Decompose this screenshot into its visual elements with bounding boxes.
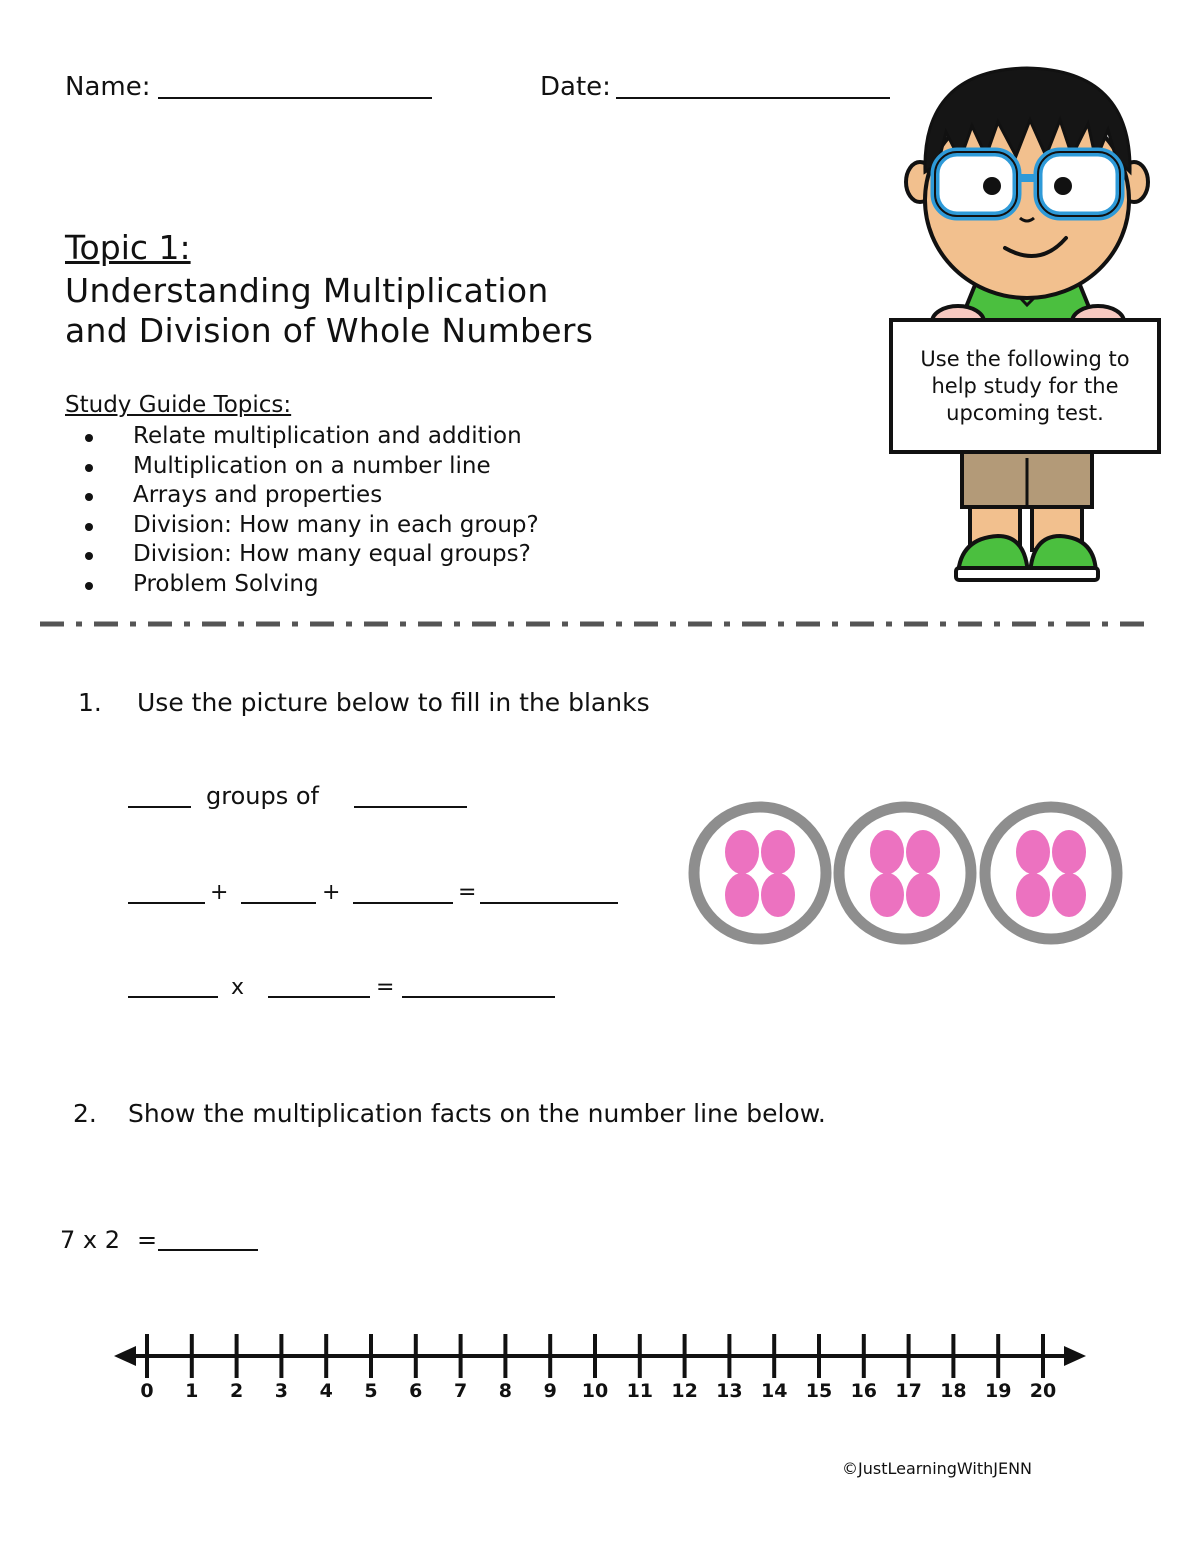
addend-2-blank[interactable]: [241, 902, 316, 904]
question-2-number: 2.: [73, 1099, 97, 1128]
list-item: Division: How many equal groups?: [85, 540, 539, 570]
dot-icon: [1016, 873, 1050, 917]
dot-icon: [870, 830, 904, 874]
number-line-label: 8: [498, 1380, 513, 1402]
addend-3-blank[interactable]: [353, 902, 453, 904]
factor-2-blank[interactable]: [268, 996, 370, 998]
number-line: [110, 1320, 1090, 1410]
date-label: Date:: [540, 72, 611, 102]
factor-1-blank[interactable]: [128, 996, 218, 998]
number-line-label: 7: [453, 1380, 468, 1402]
dot-icon: [1016, 830, 1050, 874]
left-arrow-icon: [114, 1346, 136, 1366]
number-line-label: 17: [895, 1380, 922, 1402]
equals-sign: =: [458, 880, 477, 905]
sum-blank[interactable]: [480, 902, 618, 904]
dot-icon: [870, 873, 904, 917]
groups-of-label: groups of: [206, 782, 319, 810]
question-1-text: Use the picture below to fill in the blanks: [137, 688, 650, 717]
section-divider: [40, 618, 1150, 630]
question-2-text: Show the multiplication facts on the number line below.: [128, 1099, 826, 1128]
number-line-label: 13: [716, 1380, 743, 1402]
number-line-label: 19: [984, 1380, 1012, 1402]
dot-icon: [906, 830, 940, 874]
groups-count-blank[interactable]: [128, 806, 191, 808]
group-size-blank[interactable]: [354, 806, 467, 808]
dot-icon: [725, 873, 759, 917]
copyright-text: ©JustLearningWithJENN: [842, 1459, 1033, 1478]
number-line-label: 11: [626, 1380, 654, 1402]
equals-sign: =: [137, 1226, 158, 1254]
study-guide-list: [85, 422, 539, 599]
addend-1-blank[interactable]: [128, 902, 205, 904]
number-line-label: 1: [185, 1380, 199, 1402]
number-line-label: 2: [229, 1380, 244, 1402]
list-item: Relate multiplication and addition: [85, 422, 539, 452]
number-line-label: 5: [364, 1380, 378, 1402]
number-line-label: 10: [581, 1380, 609, 1402]
topic-heading: Topic 1:: [65, 228, 191, 267]
group-circle: [839, 807, 971, 939]
dot-icon: [1052, 873, 1086, 917]
dot-icon: [725, 830, 759, 874]
number-line-label: 12: [671, 1380, 698, 1402]
number-line-label: 15: [805, 1380, 833, 1402]
study-sign: [889, 318, 1161, 454]
equation-7x2: 7 x 2: [60, 1226, 120, 1254]
name-field[interactable]: [158, 97, 432, 99]
study-guide-label: Study Guide Topics:: [65, 392, 292, 418]
product-blank[interactable]: [402, 996, 555, 998]
number-line-label: 18: [940, 1380, 967, 1402]
times-sign: x: [231, 975, 245, 1000]
dot-icon: [906, 873, 940, 917]
dot-icon: [1052, 830, 1086, 874]
sign-text: Use the following to help study for the upcoming test.: [920, 346, 1130, 425]
list-item: Division: How many in each group?: [85, 511, 539, 541]
plus-sign: +: [322, 880, 341, 905]
dot-icon: [761, 873, 795, 917]
date-field[interactable]: [616, 97, 890, 99]
number-line-label: 9: [543, 1380, 557, 1402]
dot-icon: [761, 830, 795, 874]
title-line-1: Understanding Multiplication: [65, 271, 549, 310]
right-arrow-icon: [1064, 1346, 1086, 1366]
question-1-number: 1.: [78, 688, 102, 717]
number-line-label: 14: [760, 1380, 788, 1402]
number-line-label: 20: [1029, 1380, 1057, 1402]
name-label: Name:: [65, 72, 151, 102]
number-line-label: 16: [850, 1380, 878, 1402]
list-item: Multiplication on a number line: [85, 452, 539, 482]
equal-groups-picture: [685, 798, 1129, 948]
list-item: Arrays and properties: [85, 481, 539, 511]
number-line-label: 0: [140, 1380, 154, 1402]
plus-sign: +: [210, 880, 229, 905]
group-circle: [694, 807, 826, 939]
title-line-2: and Division of Whole Numbers: [65, 311, 594, 350]
number-line-label: 3: [274, 1380, 289, 1402]
group-circle: [985, 807, 1117, 939]
number-line-label: 6: [409, 1380, 423, 1402]
list-item: Problem Solving: [85, 570, 539, 600]
number-line-label: 4: [319, 1380, 333, 1402]
answer-blank[interactable]: [158, 1249, 258, 1251]
equals-sign: =: [376, 975, 395, 1000]
